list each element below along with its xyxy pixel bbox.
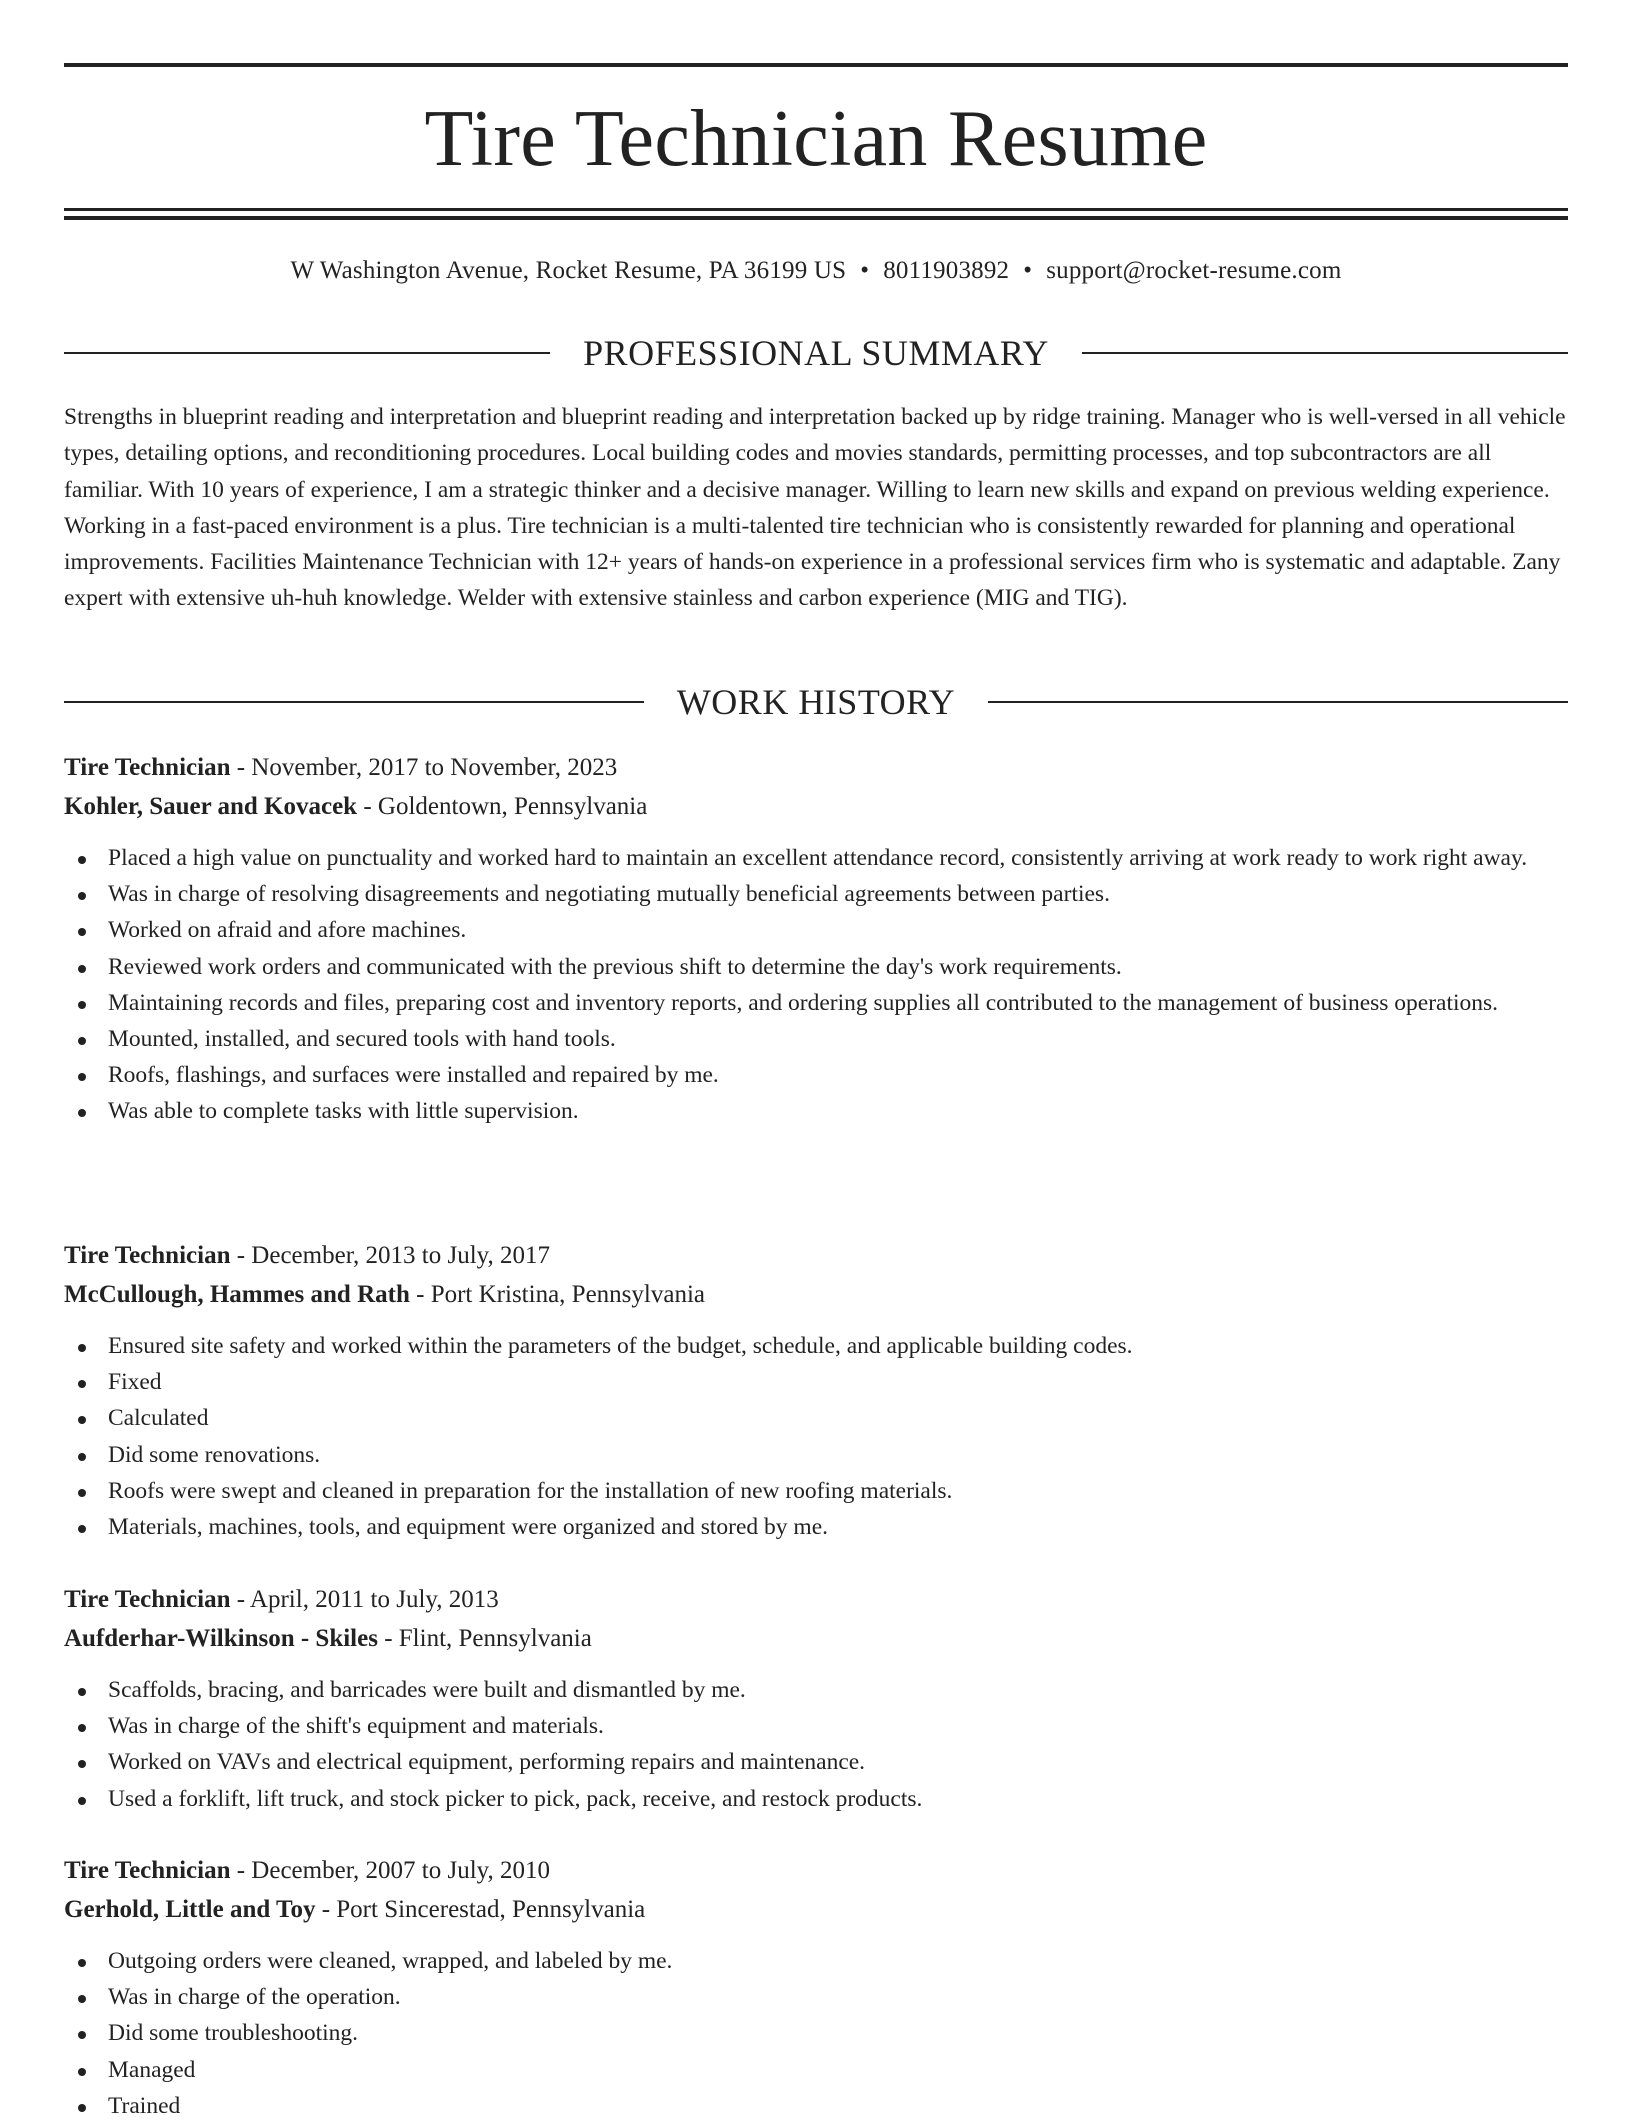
bullet-dot <box>78 1760 86 1768</box>
job-bullet-list <box>64 1328 1568 1545</box>
job-bullet-text: Trained <box>108 2092 181 2119</box>
job-bullet <box>64 1672 1568 1708</box>
job-bullet <box>64 1744 1568 1780</box>
title-rule-lower <box>64 216 1568 220</box>
job-bullet-text: Used a forklift, lift truck, and stock picker to pick, pack, receive, and restock products. <box>108 1785 923 1812</box>
job-bullet <box>64 912 1568 948</box>
job-bullet <box>64 1437 1568 1473</box>
bullet-dot <box>78 856 86 864</box>
bullet-dot <box>78 1073 86 1081</box>
job-company-line <box>64 787 1568 826</box>
job-bullet <box>64 985 1568 1021</box>
job-role: Tire Technician <box>64 1586 231 1613</box>
bullet-dot <box>78 1688 86 1696</box>
job-bullet <box>64 1021 1568 1057</box>
job-bullet-text: Worked on VAVs and electrical equipment, performing repairs and maintenance. <box>108 1749 866 1776</box>
job-bullet-text: Roofs were swept and cleaned in preparation for the installation of new roofing materials. <box>108 1477 953 1504</box>
bullet-dot <box>78 1109 86 1117</box>
job-location: - Port Kristina, Pennsylvania <box>409 1281 705 1308</box>
job-dates: - November, 2017 to November, 2023 <box>230 754 618 781</box>
job-bullet-text: Fixed <box>108 1369 162 1396</box>
job-bullet-text: Reviewed work orders and communicated with the previous shift to determine the day's work requirements. <box>108 953 1122 980</box>
bullet-dot <box>78 1416 86 1424</box>
section-rule-right <box>1082 352 1568 354</box>
contact-line <box>64 252 1568 290</box>
job-bullet <box>64 2015 1568 2051</box>
job-entry <box>64 1580 1568 1817</box>
job-company: Aufderhar-Wilkinson - Skiles <box>64 1625 378 1652</box>
job-bullet-text: Did some renovations. <box>108 1441 321 1468</box>
job-role: Tire Technician <box>64 1242 231 1269</box>
job-bullet <box>64 1328 1568 1364</box>
job-title-line <box>64 1851 1568 1890</box>
job-bullet <box>64 1979 1568 2015</box>
job-bullet <box>64 949 1568 985</box>
job-company-line <box>64 1619 1568 1658</box>
bullet-dot <box>78 1380 86 1388</box>
bullet-dot <box>78 1489 86 1497</box>
job-bullet <box>64 1781 1568 1817</box>
title-rule-upper <box>64 208 1568 211</box>
bullet-dot <box>78 1959 86 1967</box>
section-heading-work-history <box>64 680 1568 724</box>
bullet-dot <box>78 1453 86 1461</box>
job-bullet-text: Was in charge of the operation. <box>108 1984 401 2011</box>
bullet-dot <box>78 1797 86 1805</box>
contact-phone: 8011903892 <box>883 257 1010 284</box>
job-bullet <box>64 2052 1568 2088</box>
job-company-line <box>64 1890 1568 1929</box>
job-bullet-text: Was able to complete tasks with little supervision. <box>108 1098 579 1125</box>
job-company: Kohler, Sauer and Kovacek <box>64 793 358 820</box>
section-rule-right <box>988 701 1568 703</box>
job-bullet-text: Did some troubleshooting. <box>108 2020 358 2047</box>
job-bullet-list <box>64 840 1568 1130</box>
job-title-line <box>64 1236 1568 1275</box>
job-company-line <box>64 1275 1568 1314</box>
professional-summary-text: Strengths in blueprint reading and interpretation and blueprint reading and interpretation backed up by ridge training. Manager who is well-versed in all vehicle types, detailing options, and reconditioning procedures. Local building codes and movies standards, permitting processes, and top subcontractors are all familiar. With 10 years of experience, I am a strategic thinker and a decisive manager. Willing to learn new skills and expand on previous welding experience. Working in a fast-paced environment is a plus. Tire technician is a multi-talented tire technician who is consistently rewarded for planning and operational improvements. Facilities Maintenance Technician with 12+ years of hands-on experience in a professional services firm who is systematic and adaptable. Zany expert with extensive uh-huh knowledge. Welder with extensive stainless and carbon experience (MIG and TIG). <box>64 404 1566 612</box>
job-bullet <box>64 1093 1568 1129</box>
page-title: Tire Technician Resume <box>424 95 1208 183</box>
job-entry <box>64 748 1568 1130</box>
job-bullet-text: Scaffolds, bracing, and barricades were built and dismantled by me. <box>108 1677 746 1703</box>
bullet-dot <box>78 1001 86 1009</box>
bullet-dot <box>78 2031 86 2039</box>
bullet-dot <box>78 1525 86 1533</box>
job-bullet <box>64 1473 1568 1509</box>
job-bullet-text: Roofs, flashings, and surfaces were installed and repaired by me. <box>108 1062 719 1089</box>
job-bullet-text: Maintaining records and files, preparing cost and inventory reports, and ordering supplies all contributed to the management of business operations. <box>108 989 1499 1016</box>
job-bullet-text: Placed a high value on punctuality and worked hard to maintain an excellent attendance record, consistently arriving at work ready to work right away. <box>108 845 1528 871</box>
job-bullet <box>64 1708 1568 1744</box>
job-bullet-text: Ensured site safety and worked within the parameters of the budget, schedule, and applicable building codes. <box>108 1333 1133 1359</box>
job-location: - Goldentown, Pennsylvania <box>357 793 648 820</box>
job-bullet <box>64 876 1568 912</box>
job-role: Tire Technician <box>64 754 231 781</box>
job-location: - Flint, Pennsylvania <box>377 1625 592 1652</box>
job-bullet <box>64 840 1568 876</box>
job-bullet-text: Managed <box>108 2056 196 2083</box>
contact-email: support@rocket-resume.com <box>1046 257 1342 284</box>
job-bullet-text: Worked on afraid and afore machines. <box>108 917 467 944</box>
contact-separator: • <box>1023 257 1033 284</box>
job-title-line <box>64 1580 1568 1619</box>
bullet-dot <box>78 892 86 900</box>
section-rule-left <box>64 701 644 703</box>
job-company: McCullough, Hammes and Rath <box>64 1281 410 1308</box>
job-bullet <box>64 1364 1568 1400</box>
section-heading-summary <box>64 331 1568 375</box>
job-entry <box>64 1236 1568 1545</box>
job-bullet-text: Calculated <box>108 1405 209 1432</box>
section-heading-label: WORK HISTORY <box>676 682 956 722</box>
bullet-dot <box>78 965 86 973</box>
job-bullet-text: Materials, machines, tools, and equipment were organized and stored by me. <box>108 1514 829 1541</box>
section-rule-left <box>64 352 550 354</box>
job-bullet-text: Was in charge of the shift's equipment and materials. <box>108 1713 604 1740</box>
bullet-dot <box>78 1995 86 2003</box>
job-bullet-text: Mounted, installed, and secured tools with hand tools. <box>108 1026 616 1053</box>
job-dates: - December, 2007 to July, 2010 <box>230 1857 551 1884</box>
job-company: Gerhold, Little and Toy <box>64 1896 316 1923</box>
job-bullet <box>64 1509 1568 1545</box>
job-dates: - April, 2011 to July, 2013 <box>230 1586 499 1613</box>
job-bullet <box>64 1400 1568 1436</box>
job-bullet <box>64 1943 1568 1979</box>
job-location: - Port Sincerestad, Pennsylvania <box>315 1896 646 1923</box>
job-entry <box>64 1851 1568 2124</box>
bullet-dot <box>78 1724 86 1732</box>
job-bullet <box>64 2088 1568 2124</box>
bullet-dot <box>78 2104 86 2112</box>
job-role: Tire Technician <box>64 1857 231 1884</box>
bullet-dot <box>78 1344 86 1352</box>
job-dates: - December, 2013 to July, 2017 <box>230 1242 551 1269</box>
job-bullet-text: Outgoing orders were cleaned, wrapped, and labeled by me. <box>108 1948 673 1974</box>
top-rule <box>64 63 1568 67</box>
job-bullet-list <box>64 1943 1568 2124</box>
bullet-dot <box>78 2068 86 2076</box>
job-bullet-text: Was in charge of resolving disagreements and negotiating mutually beneficial agreements between parties. <box>108 881 1110 908</box>
contact-separator: • <box>860 257 870 284</box>
bullet-dot <box>78 928 86 936</box>
section-heading-label: PROFESSIONAL SUMMARY <box>583 333 1049 373</box>
bullet-dot <box>78 1037 86 1045</box>
job-title-line <box>64 748 1568 787</box>
job-bullet <box>64 1057 1568 1093</box>
job-bullet-list <box>64 1672 1568 1817</box>
contact-address: W Washington Avenue, Rocket Resume, PA 36199 US <box>290 257 847 284</box>
